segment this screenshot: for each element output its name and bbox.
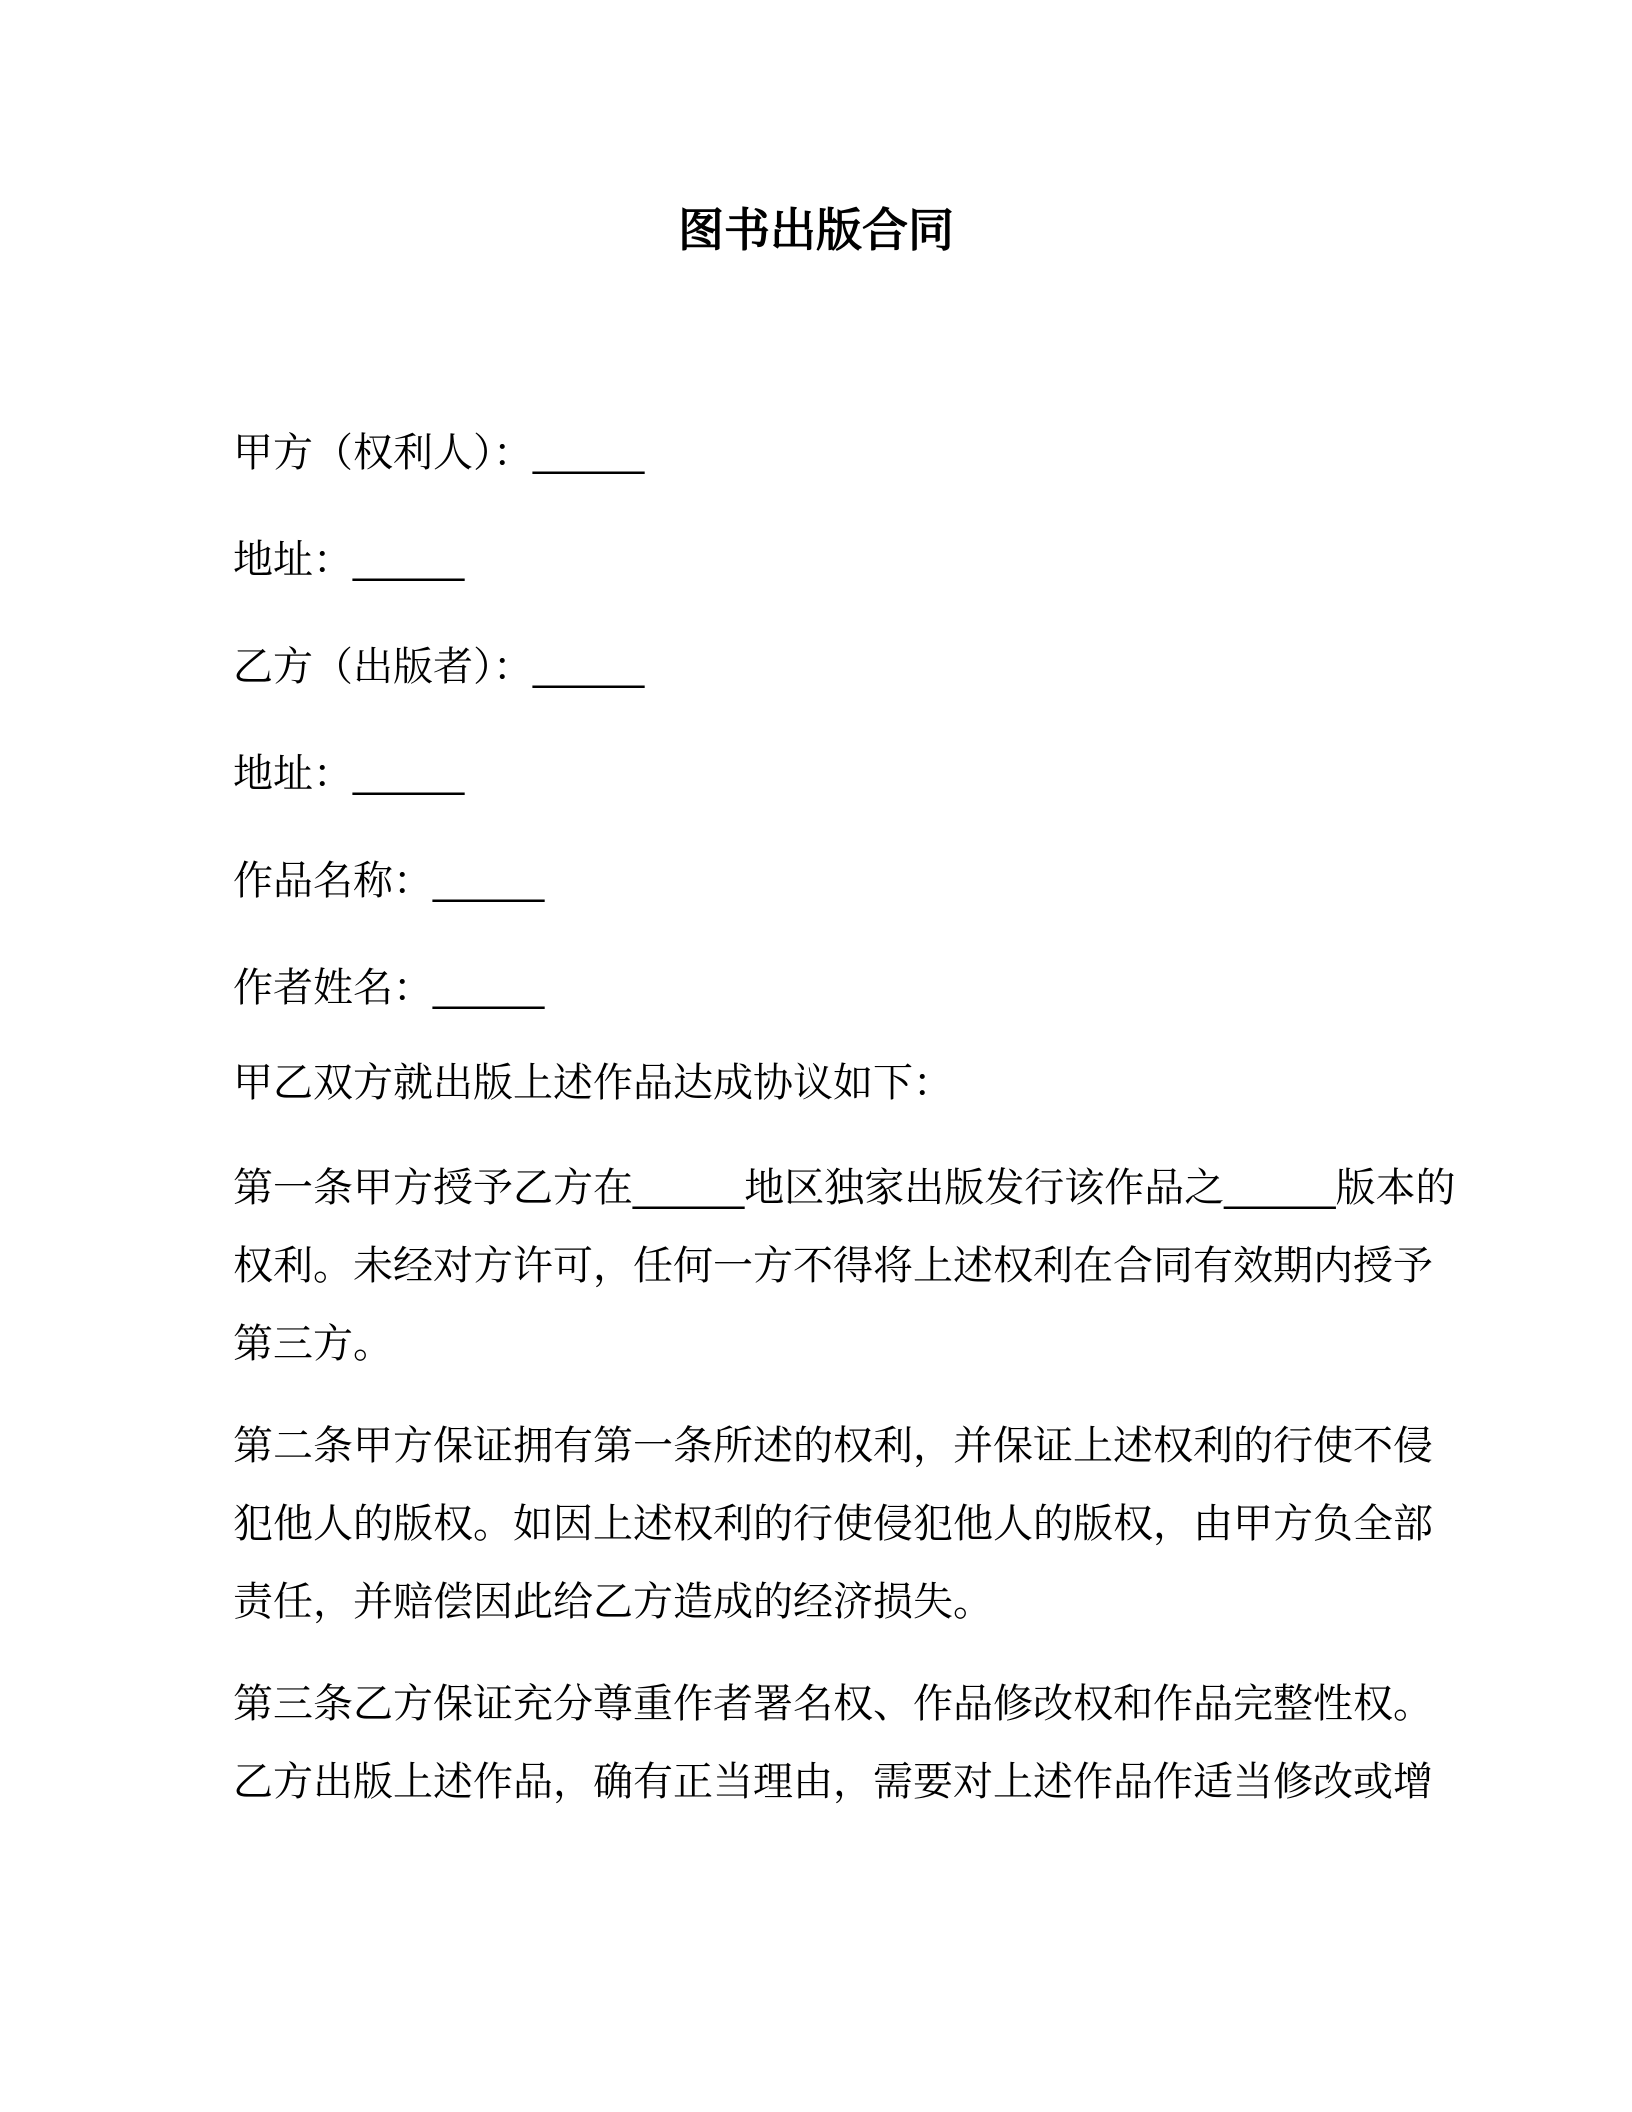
contract-content: [233, 0, 1456, 1821]
intro-line: 作者姓名：_____: [233, 966, 545, 1010]
page-title: 图书出版合同: [678, 204, 954, 256]
intro-line: 乙方（出版者）：_____: [233, 645, 645, 689]
clause-line: 犯他人的版权。如因上述权利的行使侵犯他人的版权，由甲方负全部: [233, 1502, 1433, 1546]
intro-lines: [233, 414, 1399, 1122]
clause-paragraph: [233, 1149, 1456, 1383]
clause-line: 第三条乙方保证充分尊重作者署名权、作品修改权和作品完整性权。: [233, 1682, 1433, 1726]
clause-line: 乙方出版上述作品，确有正当理由，需要对上述作品作适当修改或增: [233, 1760, 1433, 1804]
intro-line: 作品名称：_____: [233, 859, 545, 903]
intro-line: 地址：_____: [233, 752, 465, 796]
clause-line: 责任，并赔偿因此给乙方造成的经济损失。: [233, 1580, 993, 1624]
clause-paragraph: [233, 1665, 1433, 1821]
intro-line: 地址：_____: [233, 538, 465, 582]
intro-line: 甲乙双方就出版上述作品达成协议如下：: [233, 1061, 953, 1105]
contract-clauses: [233, 1149, 1456, 1821]
intro-line: 甲方（权利人）：_____: [233, 431, 645, 475]
clause-line: 第三方。: [233, 1322, 393, 1366]
clause-paragraph: [233, 1407, 1433, 1641]
clause-line: 第二条甲方保证拥有第一条所述的权利，并保证上述权利的行使不侵: [233, 1424, 1433, 1468]
clause-line: 第一条甲方授予乙方在_____地区独家出版发行该作品之_____版本的: [233, 1166, 1456, 1210]
clause-line: 权利。未经对方许可，任何一方不得将上述权利在合同有效期内授予: [233, 1244, 1433, 1288]
